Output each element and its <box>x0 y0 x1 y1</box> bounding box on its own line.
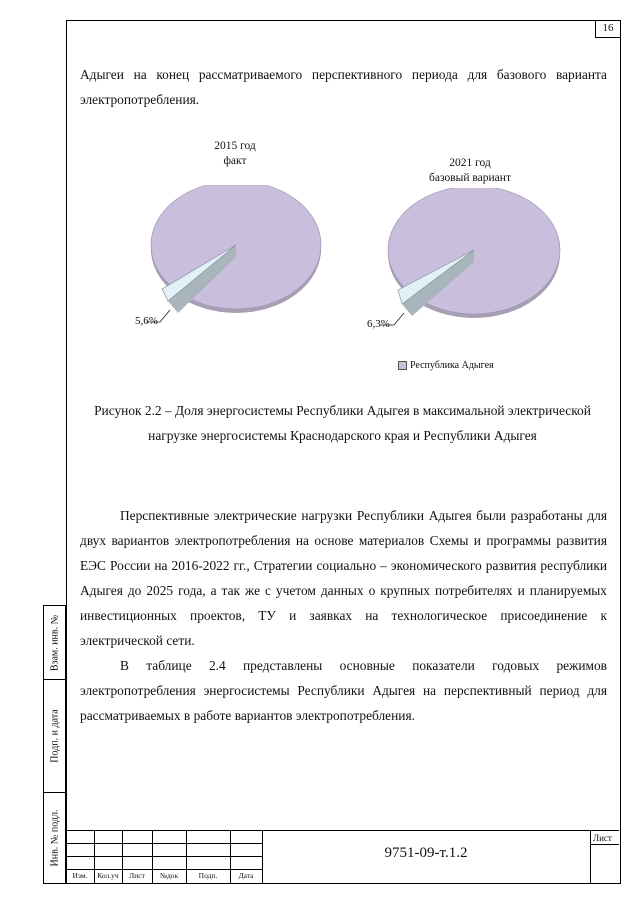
chart2-title-line2: базовый вариант <box>429 172 511 184</box>
pie-chart-2021 <box>370 188 590 348</box>
chart1-title-line2: факт <box>223 155 247 167</box>
chart2-title <box>395 156 545 186</box>
side-cell-inv <box>44 793 65 882</box>
side-label-vzam: Взам. инв. № <box>49 614 60 671</box>
figure-caption: Рисунок 2.2 – Доля энергосистемы Республики Адыгея в максимальной электрической нагрузке энергосистемы Краснодарского края и Республики Адыгея <box>94 403 591 443</box>
side-cell-vzam <box>44 606 65 680</box>
tb-header-list: Лист <box>129 871 145 880</box>
tb-header-koluch: Кол.уч <box>97 871 119 880</box>
sheet-label: Лист <box>593 833 612 843</box>
tb-row-line-3 <box>66 869 262 870</box>
side-cell-podp <box>44 680 65 793</box>
paragraph-2: В таблице 2.4 представлены основные показатели годовых режимов электропотребления энергосистемы Республики Адыгея на перспективный период для рассматриваемых в работе вариантов электропотребления. <box>80 658 607 723</box>
document-code: 9751-09-т.1.2 <box>384 845 468 861</box>
pie1-slice-label: 5,6% <box>135 315 158 327</box>
tb-row-line-2 <box>66 856 262 857</box>
tb-header-ndok: №док <box>159 871 179 880</box>
tb-header-data: Дата <box>238 871 254 880</box>
title-block <box>66 830 619 883</box>
side-label-inv: Инв. № подл. <box>49 809 60 866</box>
pie-chart-2015 <box>130 185 350 345</box>
chart2-title-line1: 2021 год <box>449 157 491 169</box>
legend-label: Республика Адыгея <box>410 360 494 371</box>
side-stamp <box>43 605 66 884</box>
sheet-number-box <box>590 844 619 884</box>
chart1-title-line1: 2015 год <box>214 140 256 152</box>
tb-row-line-1 <box>66 843 262 844</box>
page-frame <box>66 20 621 884</box>
chart-legend <box>398 360 494 371</box>
intro-text: Адыгеи на конец рассматриваемого перспективного периода для базового варианта электропотребления. <box>80 67 607 107</box>
tb-header-izm: Изм. <box>72 871 88 880</box>
paragraph-1: Перспективные электрические нагрузки Республики Адыгея были разработаны для двух вариантов электропотребления на основе материалов Схемы и программы развития ЕЭС России на 2016-2022 гг., Стратегии социально – экономического развития республики Адыгея до 2025 года, а так же с учетом данных о крупных потребителях и планируемых инвестиционных проектов, ТУ и заявках на технологическое присоединение к электрической сети. <box>80 508 607 648</box>
chart1-title <box>170 139 300 169</box>
legend-swatch <box>398 361 407 370</box>
page-number: 16 <box>595 20 620 38</box>
side-label-podp: Подп. и дата <box>49 709 60 763</box>
pie2-slice-label: 6,3% <box>367 318 390 330</box>
tb-header-podp: Подп. <box>198 871 218 880</box>
